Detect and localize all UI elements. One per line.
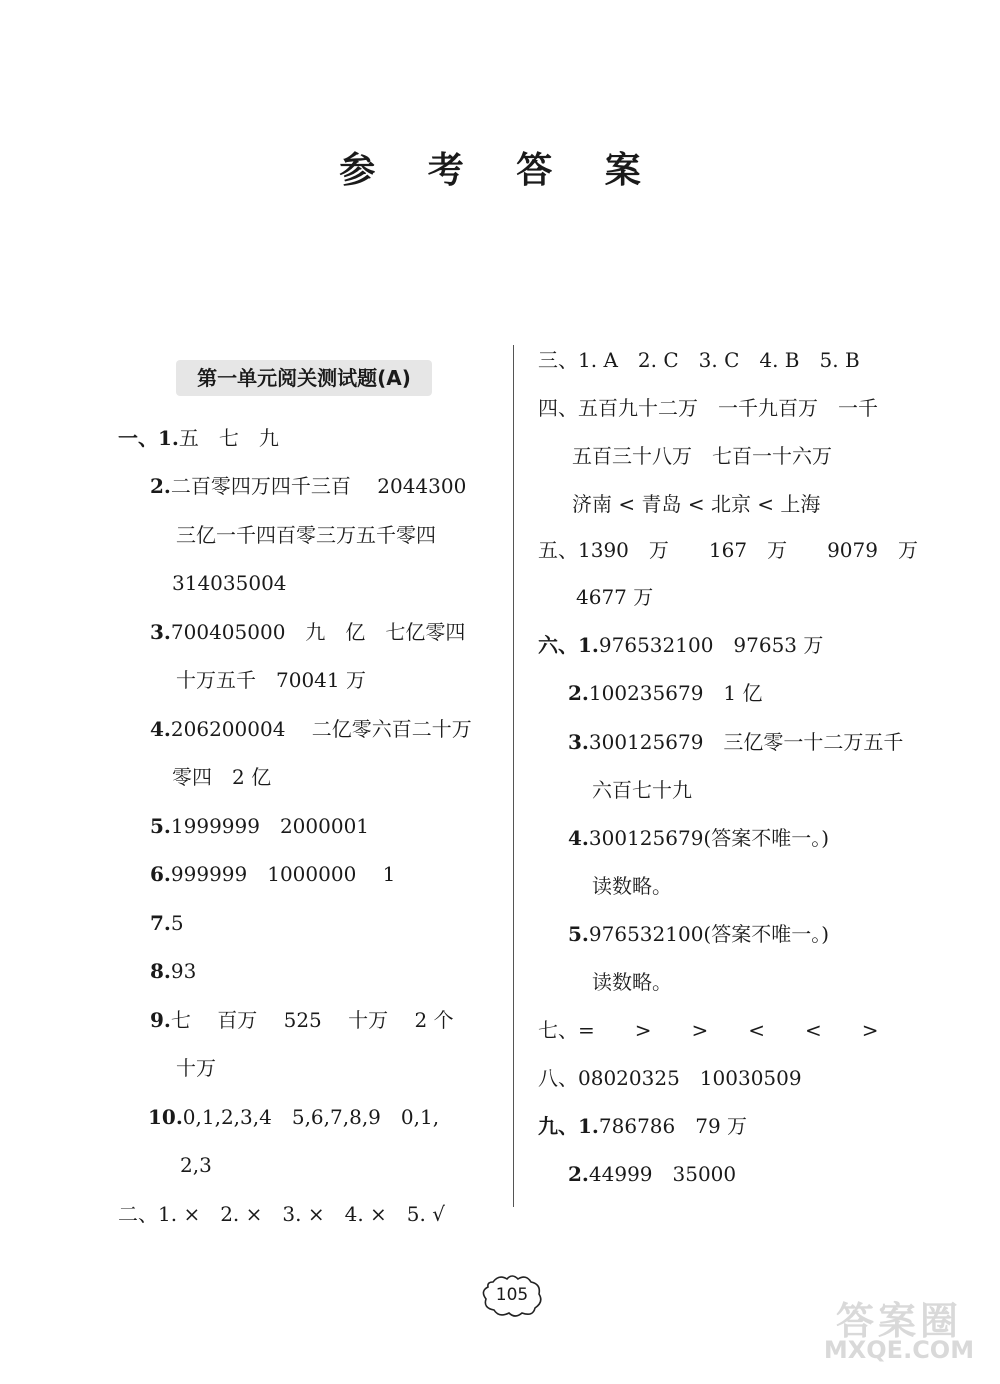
question-number: 2. — [150, 474, 171, 498]
section-title-banner — [176, 360, 432, 396]
answer-line — [576, 582, 653, 612]
answer-text: 44999 35000 — [588, 1162, 737, 1186]
answer-text: 206200004 二亿零六百二十万 — [170, 717, 472, 741]
answer-text: 济南 < 青岛 < 北京 < 上海 — [572, 492, 821, 516]
answer-line — [538, 345, 860, 375]
answer-text: 三、1. A 2. C 3. C 4. B 5. B — [538, 348, 860, 372]
answer-text: 786786 79 万 — [598, 1114, 748, 1138]
question-number: 10. — [148, 1105, 183, 1129]
answer-text: 4677 万 — [576, 585, 654, 609]
page-number: 105 — [495, 1285, 529, 1305]
answer-text: 二百零四万四千三百 2044300 — [170, 474, 467, 498]
question-number: 一、1. — [118, 426, 179, 450]
answer-text: 999999 1000000 1 — [170, 862, 396, 886]
answer-line — [568, 919, 829, 949]
page-title: 参 考 答 案 — [339, 150, 661, 191]
answer-text: 93 — [170, 959, 197, 983]
answer-line — [568, 727, 903, 757]
answer-line — [180, 1150, 212, 1180]
section-title: 第一单元阅关测试题(A) — [197, 366, 411, 390]
answer-line — [118, 423, 279, 453]
answer-line — [172, 762, 271, 792]
question-number: 六、1. — [538, 633, 599, 657]
column-divider — [513, 345, 514, 1207]
answer-text: 300125679(答案不唯一。) — [588, 826, 830, 850]
answer-text: 五 七 九 — [178, 426, 279, 450]
answer-text: 七 百万 525 十万 2 个 — [170, 1008, 454, 1032]
answer-text: 300125679 三亿零一十二万五千 — [588, 730, 904, 754]
answer-line — [150, 859, 395, 889]
answer-text: 314035004 — [172, 571, 287, 595]
answer-text: 5 — [170, 911, 184, 935]
question-number: 6. — [150, 862, 171, 886]
answer-text: 976532100(答案不唯一。) — [588, 922, 830, 946]
answer-text: 二、1. × 2. × 3. × 4. × 5. √ — [118, 1202, 445, 1226]
answer-text: 976532100 97653 万 — [598, 633, 824, 657]
answer-line — [538, 535, 918, 565]
answer-text: 2,3 — [180, 1153, 212, 1177]
question-number: 9. — [150, 1008, 171, 1032]
answer-text: 读数略。 — [592, 970, 672, 994]
answer-text: 十万五千 70041 万 — [176, 668, 366, 692]
answer-line — [538, 393, 878, 423]
answer-line — [150, 471, 466, 501]
answer-line — [150, 1005, 454, 1035]
answer-line — [150, 617, 465, 647]
answer-line — [572, 441, 832, 471]
answer-text: 七、= > > < < > — [538, 1018, 879, 1042]
question-number: 4. — [568, 826, 589, 850]
question-number: 5. — [568, 922, 589, 946]
watermark — [804, 1290, 994, 1372]
question-number: 2. — [568, 1162, 589, 1186]
answer-line — [176, 520, 436, 550]
answer-text: 读数略。 — [592, 874, 672, 898]
answer-line — [572, 489, 820, 519]
answer-line — [568, 823, 829, 853]
watermark-logo-text: 答案圈 — [835, 1299, 962, 1343]
answer-line — [538, 1063, 802, 1093]
answer-line — [148, 1102, 439, 1132]
answer-line — [592, 871, 672, 901]
answer-text: 十万 — [176, 1056, 216, 1080]
answer-text: 八、08020325 10030509 — [538, 1066, 802, 1090]
answer-text: 1999999 2000001 — [170, 814, 370, 838]
answer-line — [538, 630, 823, 660]
answer-text: 三亿一千四百零三万五千零四 — [176, 523, 436, 547]
answer-line — [592, 967, 672, 997]
answer-line — [150, 714, 472, 744]
question-number: 3. — [150, 620, 171, 644]
answer-text: 0,1,2,3,4 5,6,7,8,9 0,1, — [182, 1105, 440, 1129]
question-number: 2. — [568, 681, 589, 705]
answer-line — [150, 811, 369, 841]
question-number: 4. — [150, 717, 171, 741]
answer-line — [568, 678, 763, 708]
answer-line — [176, 665, 366, 695]
answer-text: 700405000 九 亿 七亿零四 — [170, 620, 466, 644]
watermark-url: MXQE.COM — [823, 1336, 975, 1364]
page-number-badge — [479, 1272, 545, 1318]
answer-line — [568, 1159, 736, 1189]
answer-text: 六百七十九 — [592, 778, 692, 802]
answer-line — [176, 1053, 216, 1083]
question-number: 8. — [150, 959, 171, 983]
answer-line — [538, 1111, 747, 1141]
answer-text: 五百三十八万 七百一十六万 — [572, 444, 832, 468]
answer-text: 四、五百九十二万 一千九百万 一千 — [538, 396, 878, 420]
answer-line — [118, 1199, 445, 1229]
answer-text: 五、1390 万 167 万 9079 万 — [538, 538, 918, 562]
question-number: 7. — [150, 911, 171, 935]
answer-text: 零四 2 亿 — [172, 765, 272, 789]
answer-line — [150, 908, 184, 938]
question-number: 3. — [568, 730, 589, 754]
answer-line — [150, 956, 196, 986]
answer-text: 100235679 1 亿 — [588, 681, 763, 705]
answer-line — [592, 775, 692, 805]
answer-line — [538, 1015, 879, 1045]
question-number: 5. — [150, 814, 171, 838]
answer-line — [172, 568, 287, 598]
question-number: 九、1. — [538, 1114, 599, 1138]
